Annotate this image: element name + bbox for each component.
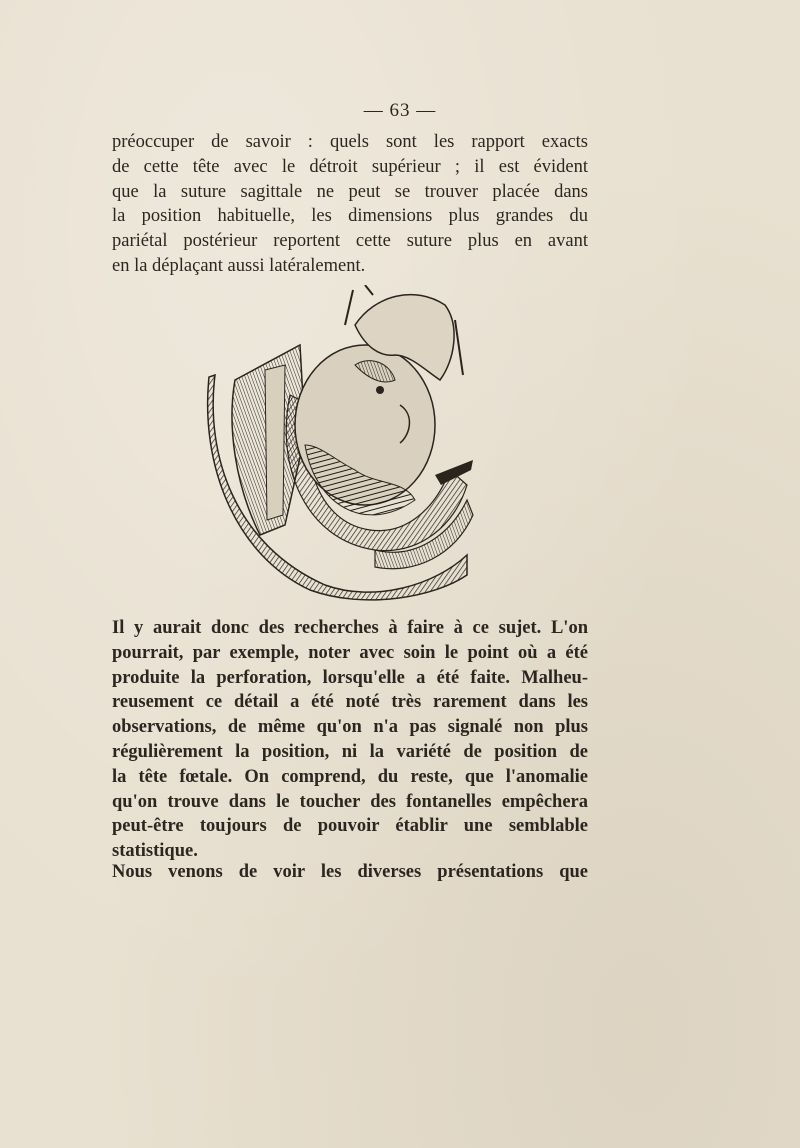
paragraph-1	[112, 130, 588, 279]
text-line: produite la perforation, lorsqu'elle a été faite. Malheu-	[112, 667, 588, 688]
paragraph-3	[112, 860, 588, 885]
text-line: peut-être toujours de pouvoir établir une semblable	[112, 816, 588, 837]
text-line: la tête fœtale. On comprend, du reste, que l'anomalie	[112, 766, 588, 787]
text-line: de cette tête avec le détroit supérieur ; il est évident	[112, 156, 588, 177]
text-line: préoccuper de savoir : quels sont les rapport exacts	[112, 132, 588, 152]
anatomical-engraving	[205, 285, 475, 605]
text-line: pariétal postérieur reportent cette suture plus en avant	[112, 231, 588, 252]
text-line: pourrait, par exemple, noter avec soin le point où a été	[112, 642, 588, 663]
text-line: Il y aurait donc des recherches à faire à ce sujet. L'on	[112, 618, 588, 638]
text-line: reusement ce détail a été noté très rarement dans les	[112, 692, 588, 713]
text-line: en la déplaçant aussi latéralement.	[112, 255, 366, 276]
text-line: observations, de même qu'on n'a pas signalé non plus	[112, 717, 588, 738]
text-line: statistique.	[112, 841, 198, 862]
text-line: Nous venons de voir les diverses présentations que	[112, 862, 588, 882]
engraving-illustration	[205, 285, 475, 605]
paragraph-2	[112, 616, 588, 864]
page-number: — 63 —	[363, 100, 437, 121]
text-line: qu'on trouve dans le toucher des fontanelles empêchera	[112, 791, 588, 812]
text-line: que la suture sagittale ne peut se trouver placée dans	[112, 181, 588, 202]
text-line: la position habituelle, les dimensions plus grandes du	[112, 206, 588, 227]
text-line: régulièrement la position, ni la variété de position de	[112, 741, 588, 762]
